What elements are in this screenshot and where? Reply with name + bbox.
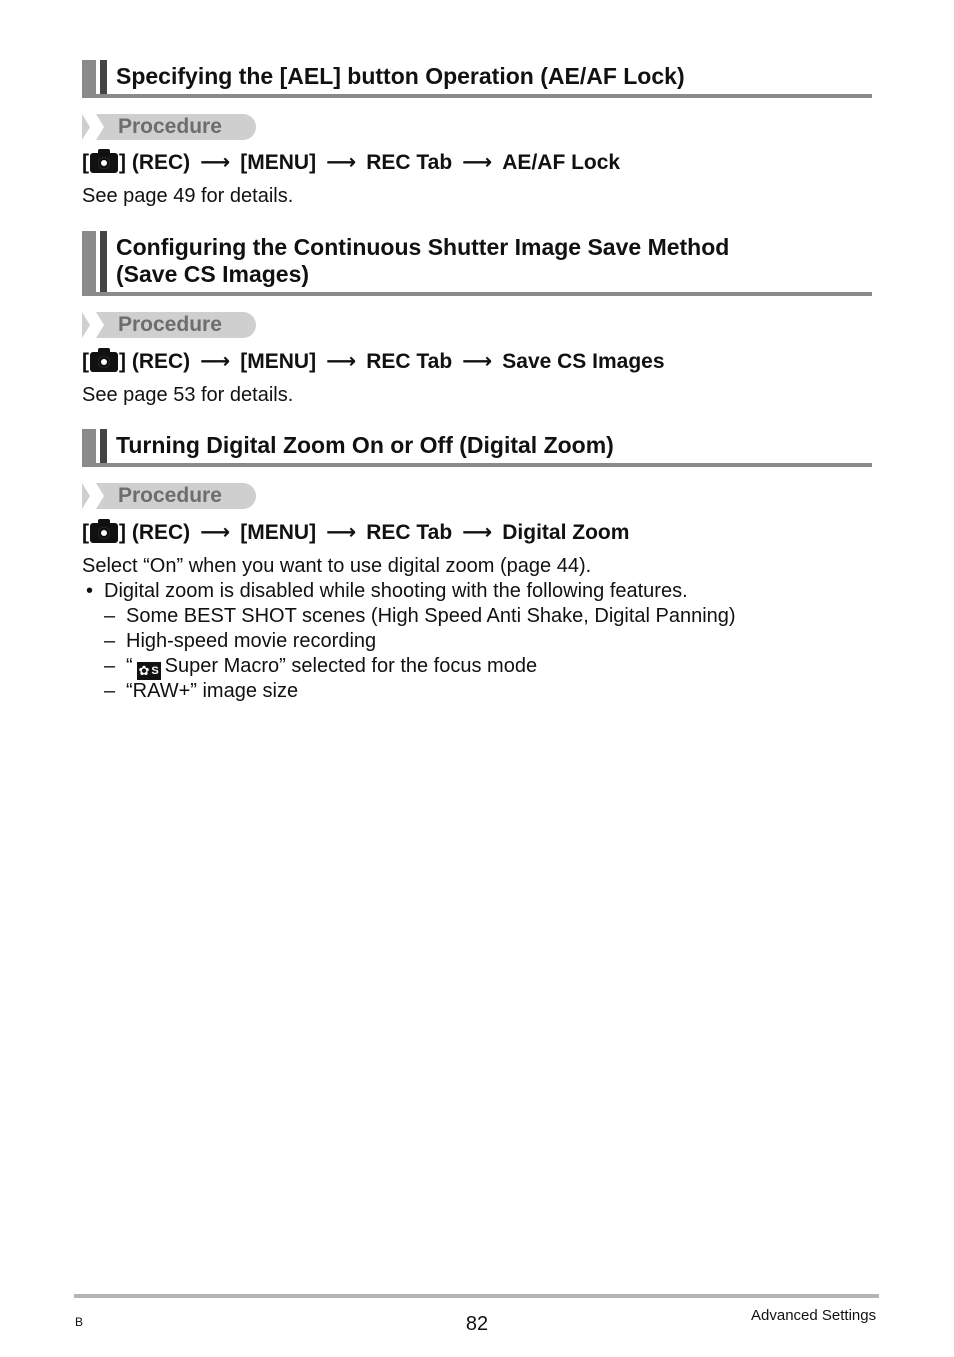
dash-marker: – bbox=[104, 655, 116, 677]
path-rec: ] (REC) bbox=[119, 151, 191, 174]
procedure-path bbox=[82, 521, 629, 545]
procedure-badge bbox=[82, 312, 256, 338]
path-step: [MENU] bbox=[240, 151, 317, 174]
arrow-icon: ⟶ bbox=[326, 521, 357, 544]
procedure-label: Procedure bbox=[118, 313, 222, 336]
arrow-icon: ⟶ bbox=[200, 350, 231, 373]
section-title: Turning Digital Zoom On or Off (Digital Zoom) bbox=[116, 432, 614, 458]
dash-marker: – bbox=[104, 630, 116, 652]
heading-bar-dark bbox=[100, 231, 107, 292]
chevron-icon bbox=[82, 483, 104, 509]
bullet-marker: • bbox=[86, 580, 94, 602]
path-step: [MENU] bbox=[240, 521, 317, 544]
path-step: Digital Zoom bbox=[502, 521, 630, 544]
open-quote: “ bbox=[126, 655, 133, 677]
procedure-path bbox=[82, 350, 665, 374]
sub-item-macro bbox=[126, 654, 537, 680]
footer-divider bbox=[74, 1294, 879, 1298]
path-step: AE/AF Lock bbox=[502, 151, 621, 174]
path-open-bracket: [ bbox=[82, 521, 89, 544]
path-open-bracket: [ bbox=[82, 350, 89, 373]
bullet-text: Digital zoom is disabled while shooting with the following features. bbox=[104, 580, 688, 602]
path-step: Save CS Images bbox=[502, 350, 665, 373]
heading-bar-light bbox=[82, 60, 96, 94]
arrow-icon: ⟶ bbox=[326, 350, 357, 373]
footer-code: B bbox=[75, 1315, 84, 1329]
sub-item: Super Macro” selected for the focus mode bbox=[164, 655, 538, 677]
super-macro-icon: ✿ S bbox=[137, 662, 161, 680]
section-title-line1: Configuring the Continuous Shutter Image Save Method bbox=[116, 234, 730, 260]
path-rec: ] (REC) bbox=[119, 350, 191, 373]
procedure-label: Procedure bbox=[118, 484, 222, 507]
dash-marker: – bbox=[104, 680, 116, 702]
section-heading-save-cs bbox=[82, 231, 872, 296]
camera-icon bbox=[90, 153, 118, 173]
section-title: Specifying the [AEL] button Operation (AE/AF Lock) bbox=[116, 63, 685, 89]
heading-bar-dark bbox=[100, 429, 107, 463]
path-step: [MENU] bbox=[240, 350, 317, 373]
arrow-icon: ⟶ bbox=[200, 151, 231, 174]
chevron-icon bbox=[82, 312, 104, 338]
body-text: See page 53 for details. bbox=[82, 384, 294, 406]
camera-icon bbox=[90, 523, 118, 543]
heading-bar-light bbox=[82, 429, 96, 463]
footer-chapter: Advanced Settings bbox=[751, 1307, 877, 1324]
sub-item: “RAW+” image size bbox=[126, 680, 299, 702]
path-step: REC Tab bbox=[366, 521, 453, 544]
camera-icon bbox=[90, 352, 118, 372]
body-text: See page 49 for details. bbox=[82, 185, 294, 207]
dash-marker: – bbox=[104, 605, 116, 627]
procedure-path bbox=[82, 151, 620, 175]
procedure-label: Procedure bbox=[118, 115, 222, 138]
section-heading-ael bbox=[82, 60, 872, 98]
page-number: 82 bbox=[465, 1313, 489, 1335]
section-title-line2: (Save CS Images) bbox=[116, 261, 310, 287]
sub-item: High-speed movie recording bbox=[126, 630, 377, 652]
heading-bar-light bbox=[82, 231, 96, 292]
sub-item: Some BEST SHOT scenes (High Speed Anti Shake, Digital Panning) bbox=[126, 605, 736, 627]
path-step: REC Tab bbox=[366, 151, 453, 174]
path-rec: ] (REC) bbox=[119, 521, 191, 544]
arrow-icon: ⟶ bbox=[462, 151, 493, 174]
body-text: Select “On” when you want to use digital zoom (page 44). bbox=[82, 555, 592, 577]
heading-bar-dark bbox=[100, 60, 107, 94]
arrow-icon: ⟶ bbox=[326, 151, 357, 174]
path-open-bracket: [ bbox=[82, 151, 89, 174]
procedure-badge bbox=[82, 483, 256, 509]
arrow-icon: ⟶ bbox=[462, 521, 493, 544]
arrow-icon: ⟶ bbox=[462, 350, 493, 373]
procedure-badge bbox=[82, 114, 256, 140]
arrow-icon: ⟶ bbox=[200, 521, 231, 544]
section-heading-digital-zoom bbox=[82, 429, 872, 467]
path-step: REC Tab bbox=[366, 350, 453, 373]
chevron-icon bbox=[82, 114, 104, 140]
